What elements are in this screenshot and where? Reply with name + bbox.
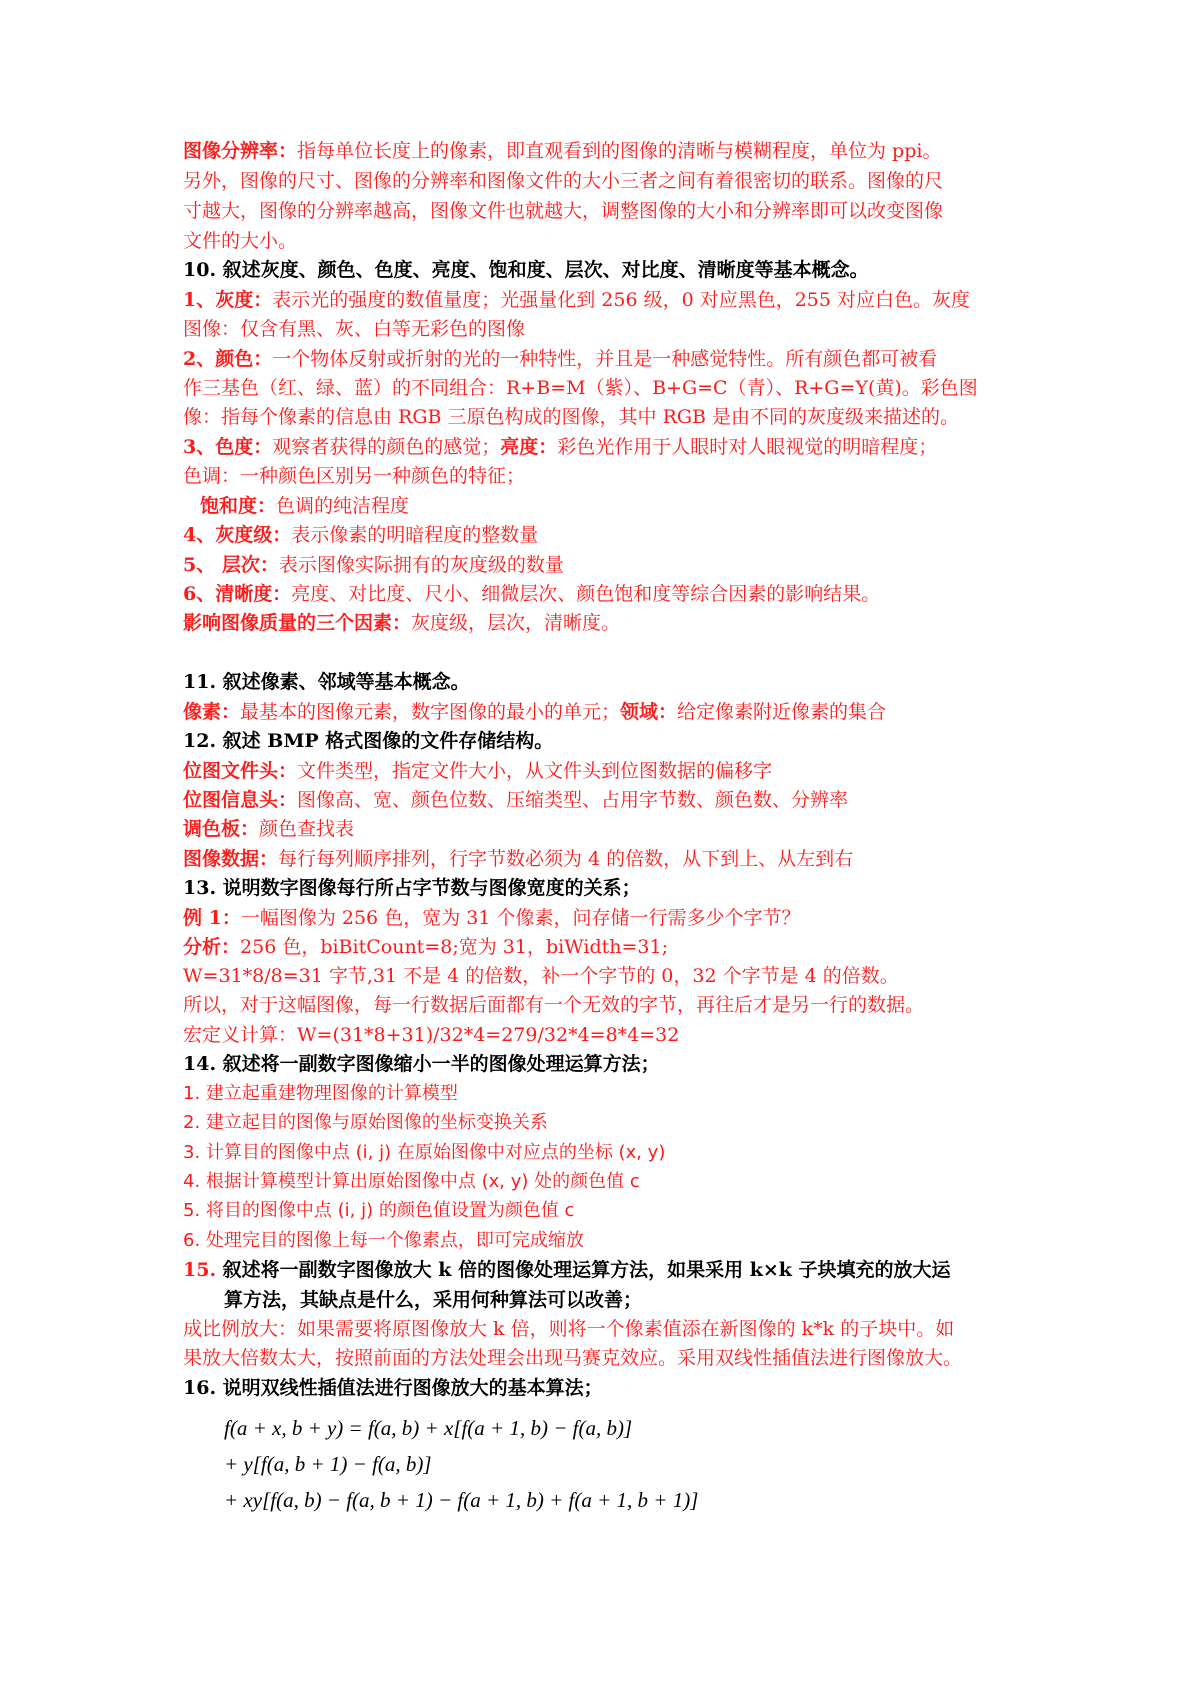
sharpness-term: 6、清晰度： (183, 583, 292, 605)
bilinear-equation-line-1: f(a + x, b + y) = f(a, b) + x[f(a + 1, b) − f(a, b)] (224, 1416, 633, 1440)
image-data-term: 图像数据： (183, 848, 279, 870)
q13-analysis (183, 936, 668, 958)
analysis-term: 分析： (183, 936, 241, 958)
info-header-text: 图像高、宽、颜色位数、压缩类型、占用字节数、颜色数、分辨率 (297, 789, 849, 811)
q10-saturation (200, 495, 409, 517)
example-text: 一幅图像为 256 色，宽为 31 个像素，问存储一行需多少个字节？ (240, 907, 801, 929)
q15-answer-2: 果放大倍数太大，按照前面的方法处理会出现马赛克效应。采用双线性插值法进行图像放大。 (183, 1347, 963, 1369)
q15-heading (183, 1259, 951, 1281)
q12-image-data (183, 848, 853, 870)
q13-line-3: W=31*8/8=31 字节,31 不是 4 的倍数，补一个字节的 0，32 个字节是 4 的倍数。 (183, 965, 899, 987)
q10-answer-6 (183, 583, 880, 605)
q12-info-header (183, 789, 848, 811)
neighborhood-definition: 给定像素附近像素的集合 (677, 701, 887, 723)
q15-number: 15. (183, 1259, 217, 1281)
q10-answer-3 (183, 436, 937, 458)
q11-answer (183, 701, 886, 723)
graylevel-term: 4、灰度级： (183, 524, 292, 546)
resolution-definition: 指每单位长度上的像素，即直观看到的图像的清晰与模糊程度，单位为 ppi。 (297, 140, 942, 162)
q16-heading: 16. 说明双线性插值法进行图像放大的基本算法； (183, 1377, 603, 1399)
q14-heading: 14. 叙述将一副数字图像缩小一半的图像处理运算方法； (183, 1053, 660, 1075)
resolution-line-2: 另外，图像的尺寸、图像的分辨率和图像文件的大小三者之间有着很密切的联系。图像的尺 (183, 170, 944, 192)
saturation-term: 饱和度： (200, 495, 277, 517)
chroma-definition: 观察者获得的颜色的感觉； (272, 436, 501, 458)
resolution-term: 图像分辨率： (183, 140, 298, 162)
q10-factors (183, 612, 620, 634)
info-header-term: 位图信息头： (183, 789, 298, 811)
q10-answer-2-cont2: 像：指每个像素的信息由 RGB 三原色构成的图像，其中 RGB 是由不同的灰度级来描述的。 (183, 406, 960, 428)
image-data-text: 每行每列顺序排列，行字节数必须为 4 的倍数，从下到上、从左到右 (278, 848, 854, 870)
gray-definition: 表示光的强度的数值量度；光强量化到 256 级，0 对应黑色，255 对应白色。灰度 (272, 289, 971, 311)
q10-answer-3-cont: 色调：一种颜色区别另一种颜色的特征； (183, 465, 526, 487)
q10-heading: 10. 叙述灰度、颜色、色度、亮度、饱和度、层次、对比度、清晰度等基本概念。 (183, 259, 869, 281)
q10-answer-1-cont: 图像：仅含有黑、灰、白等无彩色的图像 (183, 318, 526, 340)
resolution-line-3: 寸越大，图像的分辨率越高，图像文件也就越大，调整图像的大小和分辨率即可以改变图像 (183, 200, 944, 222)
q12-heading-pre: 12. 叙述 (183, 730, 268, 752)
q15-answer-1: 成比例放大：如果需要将原图像放大 k 倍，则将一个像素值添在新图像的 k*k 的子块中。如 (183, 1318, 955, 1340)
q14-step: 3. 计算目的图像中点 (i, j) 在原始图像中对应点的坐标 (x, y) (183, 1142, 666, 1163)
sharpness-definition: 亮度、对比度、尺小、细微层次、颜色饱和度等综合因素的影响结果。 (291, 583, 881, 605)
graylevel-definition: 表示像素的明暗程度的整数量 (291, 524, 539, 546)
factors-term: 影响图像质量的三个因素： (183, 612, 412, 634)
saturation-definition: 色调的纯洁程度 (276, 495, 410, 517)
q12-heading-bmp: BMP (267, 730, 319, 752)
factors-text: 灰度级，层次，清晰度。 (411, 612, 621, 634)
neighborhood-term: 领域： (620, 701, 678, 723)
q11-heading: 11. 叙述像素、邻域等基本概念。 (183, 671, 470, 693)
file-header-term: 位图文件头： (183, 760, 298, 782)
q14-step: 2. 建立起目的图像与原始图像的坐标变换关系 (183, 1112, 548, 1133)
example-term: 例 1： (183, 907, 241, 929)
q10-answer-2-cont1: 作三基色（红、绿、蓝）的不同组合：R+B=M（紫）、B+G=C（青）、R+G=Y(黄)。彩色图 (183, 377, 978, 399)
q12-file-header (183, 760, 772, 782)
q14-step: 6. 处理完目的图像上每一个像素点，即可完成缩放 (183, 1230, 584, 1251)
bilinear-equation-line-2: + y[f(a, b + 1) − f(a, b)] (224, 1452, 432, 1476)
brightness-definition: 彩色光作用于人眼时对人眼视觉的明暗程度； (557, 436, 938, 458)
q13-heading: 13. 说明数字图像每行所占字节数与图像宽度的关系； (183, 877, 641, 899)
q14-step: 4. 根据计算模型计算出原始图像中点 (x, y) 处的颜色值 c (183, 1171, 640, 1192)
palette-term: 调色板： (183, 818, 260, 840)
q13-line-5: 宏定义计算：W=(31*8+31)/32*4=279/32*4=8*4=32 (183, 1024, 680, 1046)
file-header-text: 文件类型，指定文件大小，从文件头到位图数据的偏移字 (297, 760, 773, 782)
layer-definition: 表示图像实际拥有的灰度级的数量 (278, 554, 564, 576)
chroma-term: 3、色度： (183, 436, 273, 458)
pixel-definition: 最基本的图像元素，数字图像的最小的单元； (240, 701, 621, 723)
q10-answer-4 (183, 524, 538, 546)
bilinear-equation-line-3: + xy[f(a, b) − f(a, b + 1) − f(a + 1, b) + f(a + 1, b + 1)] (224, 1488, 699, 1512)
q12-heading (183, 730, 553, 752)
q13-line-4: 所以，对于这幅图像，每一行数据后面都有一个无效的字节，再往后才是另一行的数据。 (183, 994, 925, 1016)
q10-answer-1 (183, 289, 970, 311)
q15-heading-cont: 算方法，其缺点是什么，采用何种算法可以改善； (224, 1289, 643, 1311)
q10-answer-2 (183, 348, 937, 370)
color-definition: 一个物体反射或折射的光的一种特性，并且是一种感觉特性。所有颜色都可被看 (272, 348, 938, 370)
q14-step: 1. 建立起重建物理图像的计算模型 (183, 1083, 458, 1104)
analysis-text: 256 色，biBitCount=8;宽为 31，biWidth=31; (240, 936, 668, 958)
resolution-line-4: 文件的大小。 (183, 230, 298, 252)
q15-heading-text: 叙述将一副数字图像放大 k 倍的图像处理运算方法，如果采用 k×k 子块填充的放大运 (216, 1259, 951, 1281)
layer-term: 5、 层次： (183, 554, 279, 576)
palette-text: 颜色查找表 (259, 818, 355, 840)
q14-step: 5. 将目的图像中点 (i, j) 的颜色值设置为颜色值 c (183, 1200, 575, 1221)
brightness-term: 亮度： (500, 436, 558, 458)
q12-heading-post: 格式图像的文件存储结构。 (318, 730, 554, 752)
color-term: 2、颜色： (183, 348, 273, 370)
q10-answer-5 (183, 554, 564, 576)
q13-example (183, 907, 800, 929)
q12-palette (183, 818, 354, 840)
resolution-line-1 (183, 140, 941, 162)
gray-term: 1、灰度： (183, 289, 273, 311)
pixel-term: 像素： (183, 701, 241, 723)
